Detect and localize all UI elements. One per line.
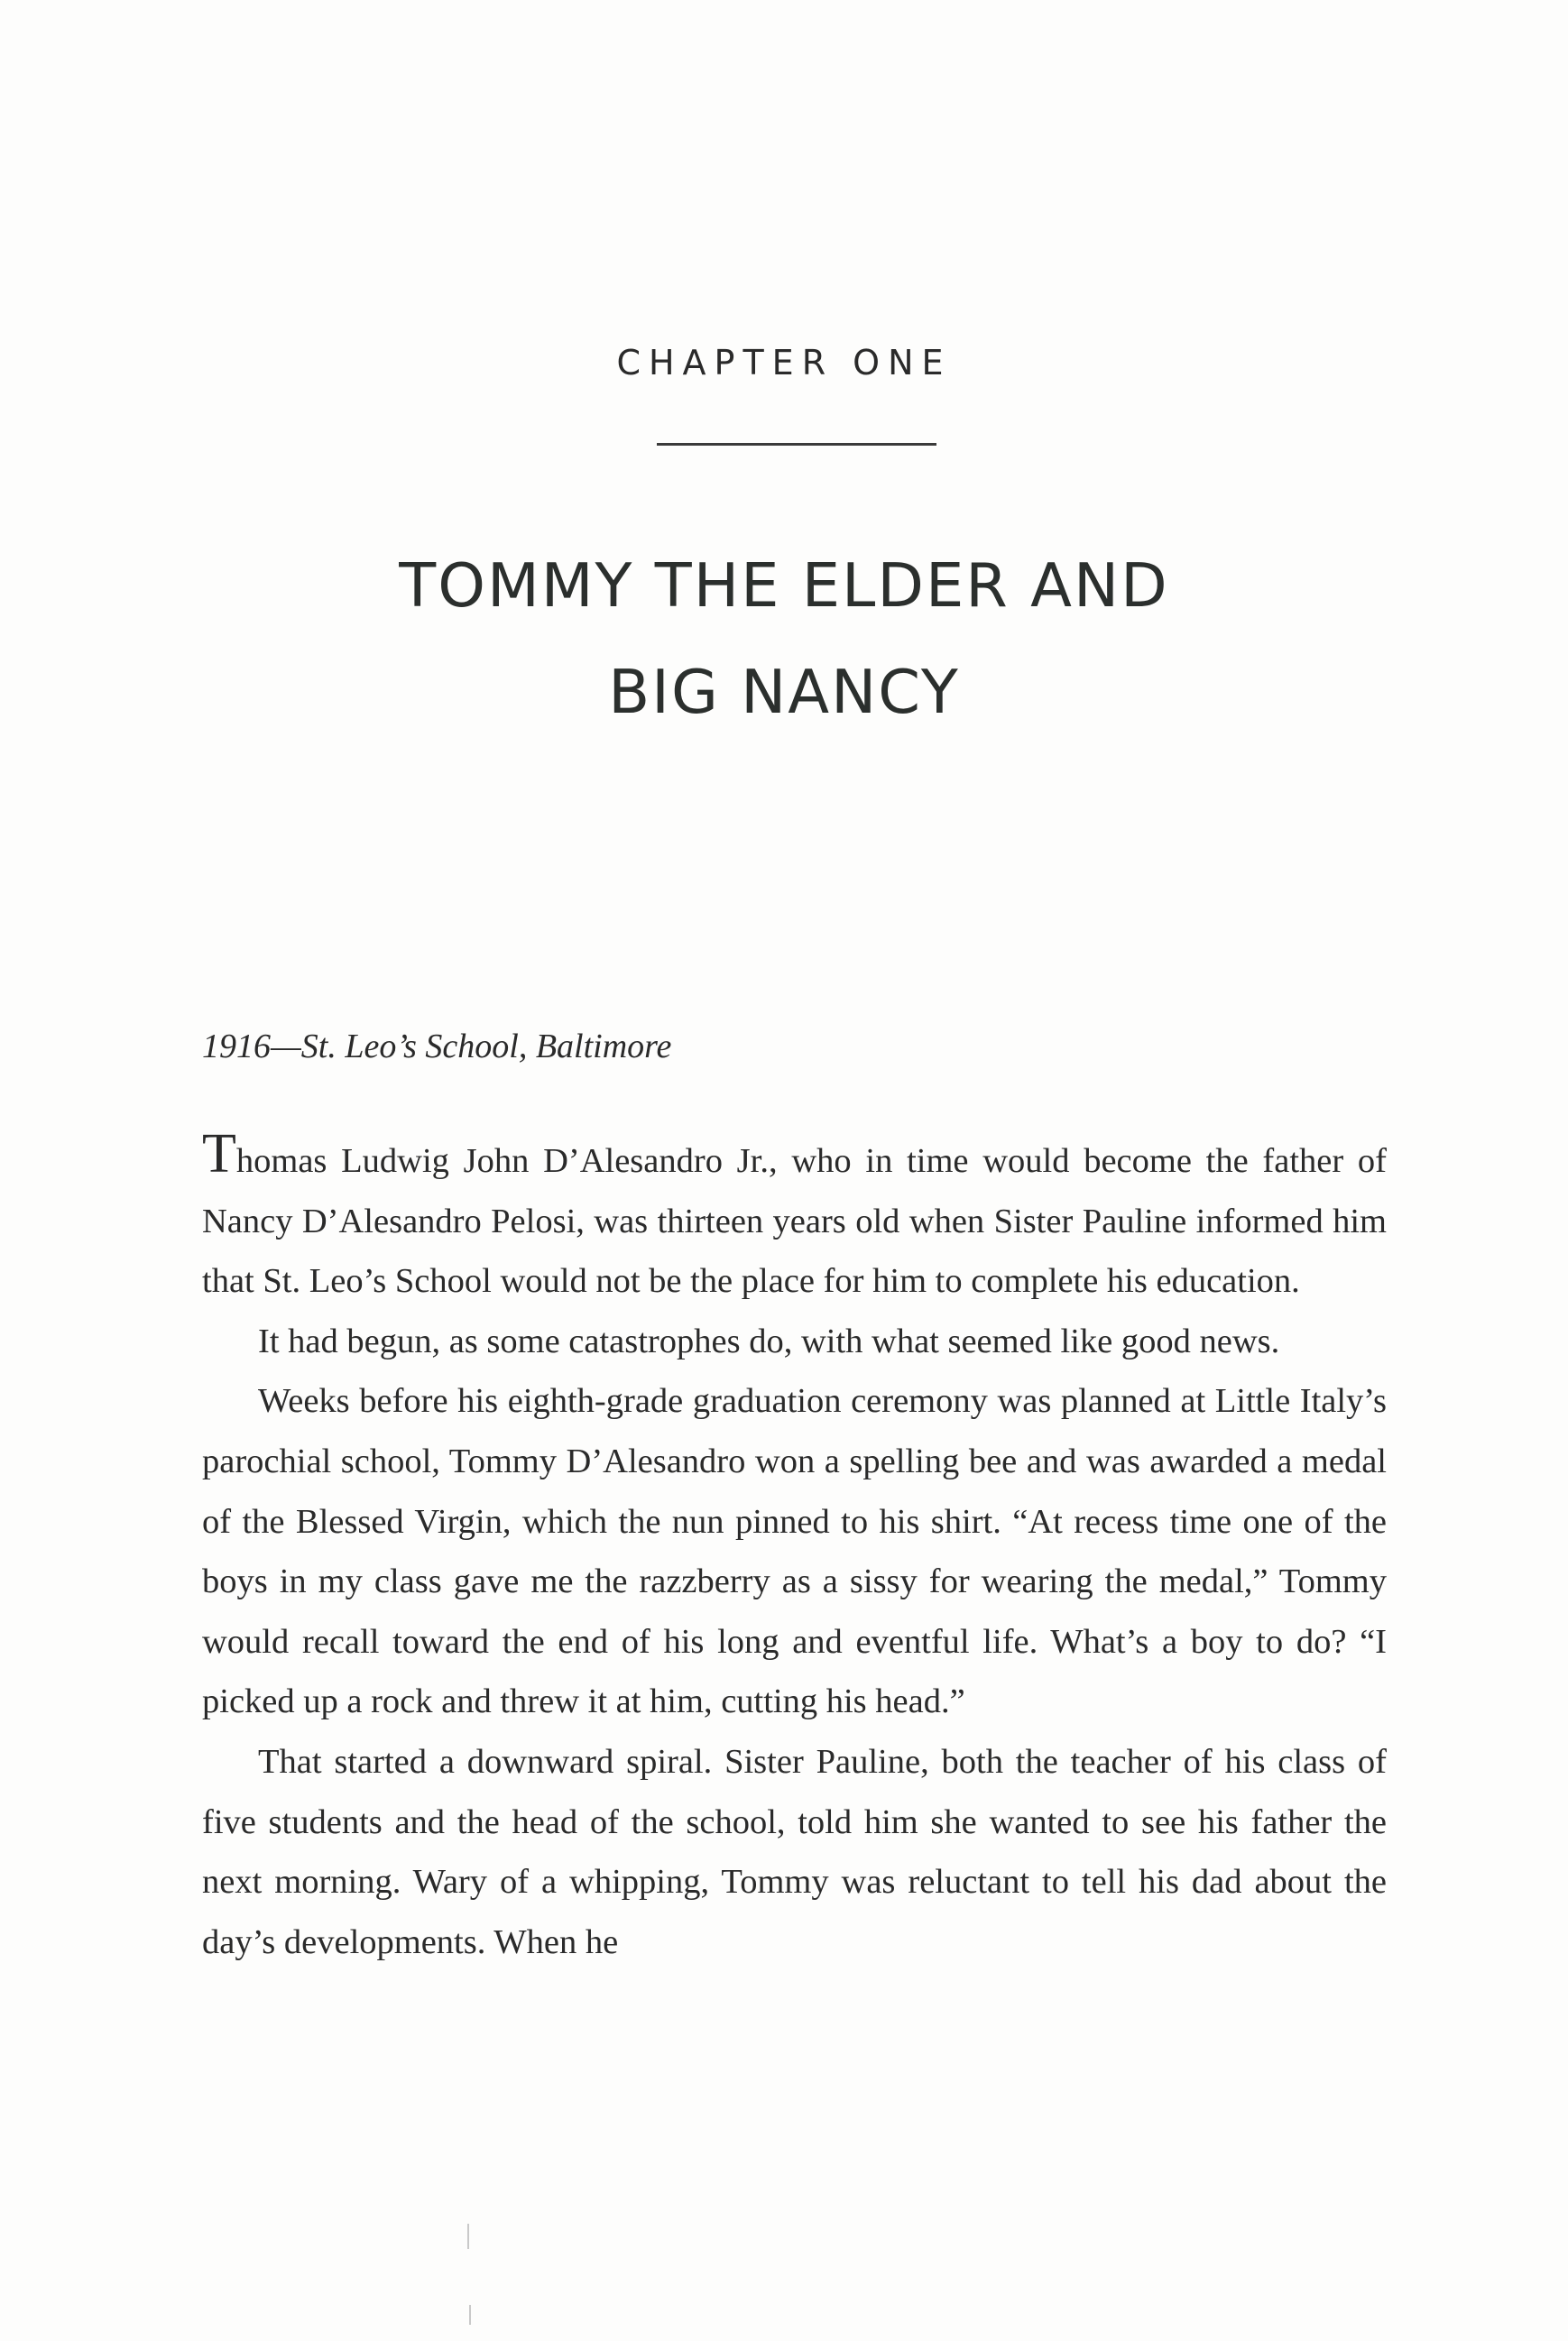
chapter-label: CHAPTER ONE [616, 343, 952, 382]
paragraph-3: Weeks before his eighth-grade graduation ceremony was planned at Little Italy’s parochial school, Tommy D’Alesandro won a spelling bee and was awarded a medal of the Blessed Virgin, which the nun pinned to his shirt. “At recess time one of the boys in my class gave me the razzberry as a sissy for wearing the medal,” Tommy would recall toward the end of his long and eventful life. What’s a boy to do? “I picked up a rock and threw it at him, cutting his head.” [202, 1382, 1387, 1721]
body-text [202, 1123, 1387, 1972]
chapter-divider [657, 443, 936, 446]
section-heading: 1916—St. Leo’s School, Baltimore [202, 1028, 672, 1065]
scan-artifact [469, 2305, 471, 2325]
paragraph-4: That started a downward spiral. Sister Pauline, both the teacher of his class of five students and the head of the school, told him she wanted to see his father the next morning. Wary of a whipping, Tommy was reluctant to tell his dad about the day’s developments. When he [202, 1742, 1387, 1961]
chapter-title-line-1: TOMMY THE ELDER AND [399, 550, 1169, 621]
chapter-title [0, 532, 1568, 745]
scan-artifact [467, 2224, 469, 2249]
chapter-title-line-2: BIG NANCY [608, 657, 960, 727]
paragraph-1-text: homas Ludwig John D’Alesandro Jr., who in time would become the father of Nancy D’Alesandro Pelosi, was thirteen years old when Sister Pauline informed him that St. Leo’s School would not be the place for him to complete his education. [202, 1142, 1387, 1301]
drop-cap: T [202, 1123, 236, 1184]
paragraph-2: It had begun, as some catastrophes do, with what seemed like good news. [258, 1322, 1280, 1360]
paragraph-1 [202, 1123, 1387, 1312]
